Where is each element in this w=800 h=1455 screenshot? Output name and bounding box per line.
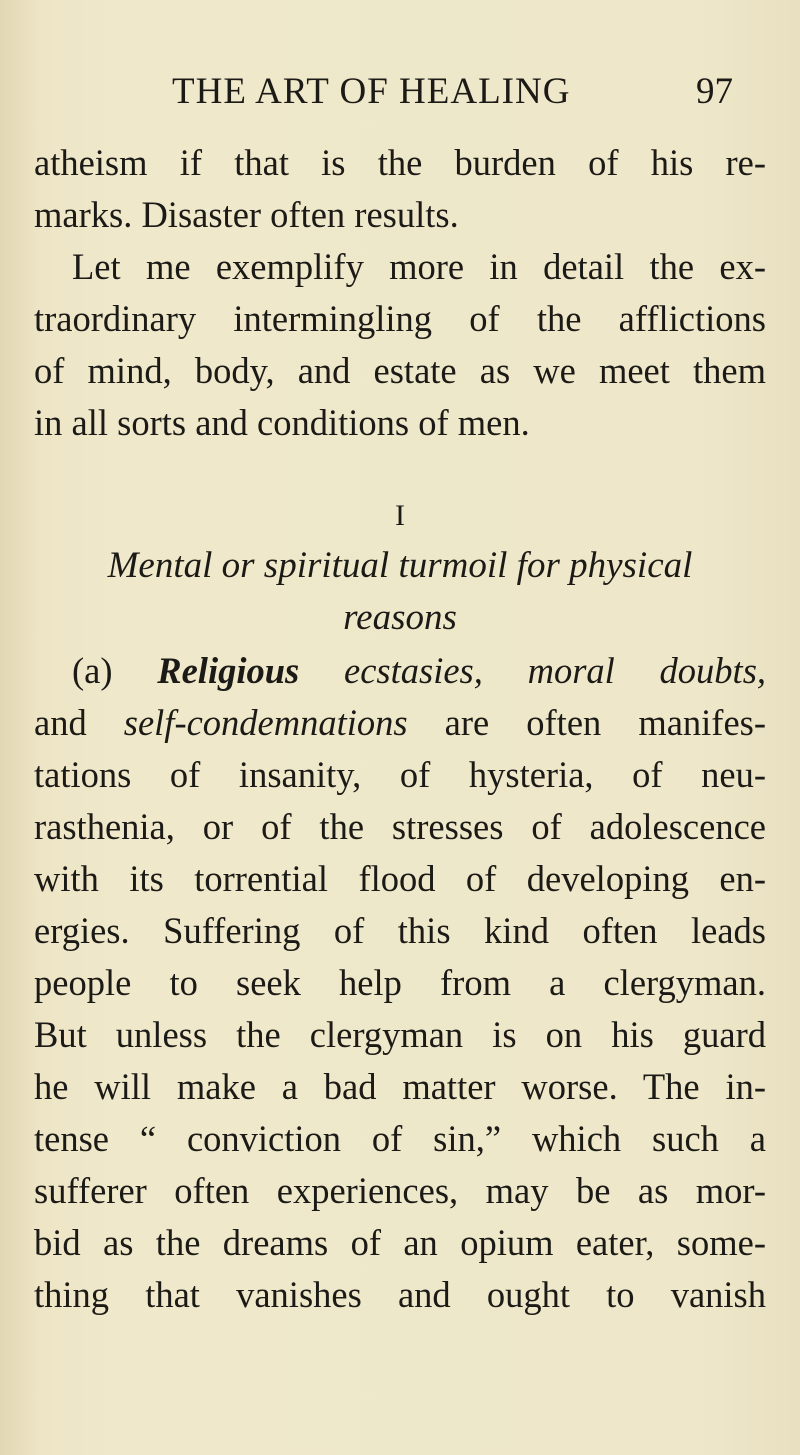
bold-italic-term: Religious	[157, 650, 300, 691]
text-span: and	[34, 702, 87, 743]
text-line: atheism if that is the burden of his re-	[34, 142, 766, 183]
text-line	[34, 697, 766, 749]
text-line: traordinary intermingling of the afflictions	[34, 298, 766, 339]
italic-term: self-condemnations	[123, 702, 408, 743]
text-line: in all sorts and conditions of men.	[34, 402, 530, 443]
text-line: with its torrential flood of developing en-	[34, 858, 766, 899]
text-line: people to seek help from a clergyman.	[34, 962, 766, 1003]
item-label: (a)	[72, 650, 113, 691]
text-line: rasthenia, or of the stresses of adolescence	[34, 806, 766, 847]
text-line: of mind, body, and estate as we meet them	[34, 350, 766, 391]
text-line: he will make a bad matter worse. The in-	[34, 1066, 766, 1107]
running-title: THE ART OF HEALING	[172, 71, 571, 112]
text-line: thing that vanishes and ought to vanish	[34, 1274, 766, 1315]
running-head	[0, 70, 800, 120]
text-line: tense “ conviction of sin,” which such a	[34, 1118, 766, 1159]
text-line: bid as the dreams of an opium eater, some-	[34, 1222, 766, 1263]
text-span: are often manifes-	[444, 702, 767, 743]
section-title-line-1: Mental or spiritual turmoil for physical	[107, 545, 693, 586]
text-line: tations of insanity, of hysteria, of neu-	[34, 754, 766, 795]
section-title-line-2: reasons	[343, 597, 457, 638]
text-line: sufferer often experiences, may be as mor-	[34, 1170, 766, 1211]
text-line: Let me exemplify more in detail the ex-	[72, 246, 766, 287]
italic-terms: ecstasies, moral doubts,	[344, 650, 767, 691]
text-line	[72, 645, 766, 697]
text-line: But unless the clergyman is on his guard	[34, 1014, 766, 1055]
text-line: marks. Disaster often results.	[34, 194, 459, 235]
text-line: ergies. Suffering of this kind often leads	[34, 910, 766, 951]
page-number: 97	[696, 71, 733, 112]
section-number: I	[395, 499, 405, 532]
